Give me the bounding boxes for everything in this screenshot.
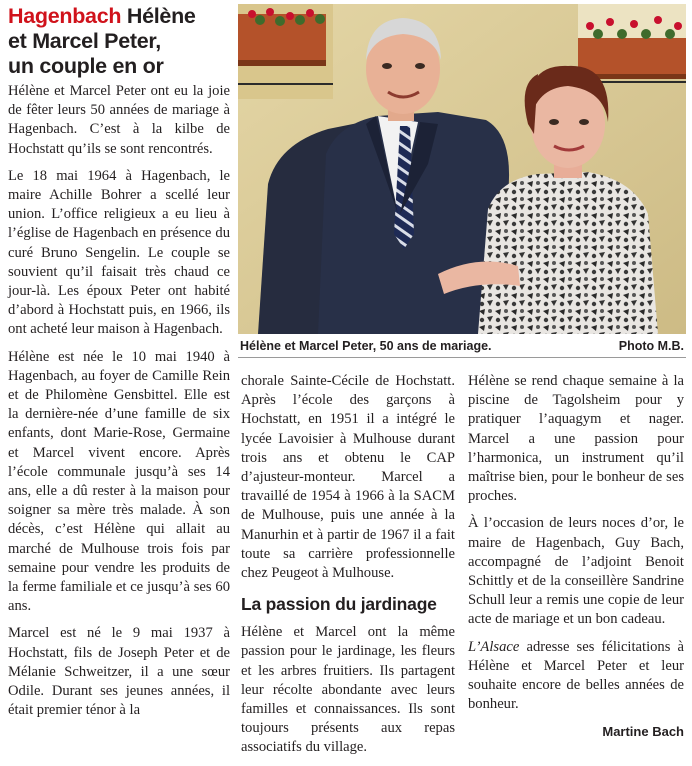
paragraph-wedding: Le 18 mai 1964 à Hagenbach, le maire Achille Bohrer a scellé leur union. L’office religieux a eu lieu à l’église de Hagenbach en présence du curé Bruno Sengelin. Le couple se souvient qu’il faisait très chaud ce jour-là. Les époux Peter ont habité d’abord à Hochstatt puis, en 1966, ils ont acheté leur maison à Hagenbach. (8, 167, 230, 338)
photo-caption: Hélène et Marcel Peter, 50 ans de mariage. (240, 339, 492, 353)
author-byline: Martine Bach (602, 724, 684, 740)
paragraph-marcel: Marcel est né le 9 mai 1937 à Hochstatt, fils de Joseph Peter et de Mélanie Schweitzer, il a une sœur Odile. Durant ses jeunes années, il était premier ténor à la (8, 625, 230, 719)
article-column-1 (8, 82, 230, 729)
section-subhead: La passion du jardinage (241, 594, 437, 615)
headline-title-3: un couple en or (8, 54, 164, 78)
headline-title-2: et Marcel Peter, (8, 29, 161, 53)
article-column-3 (468, 372, 684, 742)
caption-divider (238, 357, 686, 358)
couple-photo (238, 4, 686, 334)
publication-name: L’Alsace (468, 638, 520, 655)
paragraph-ceremony: À l’occasion de leurs noces d’or, le maire de Hagenbach, Guy Bach, accompagné de l’adjoint Benoit Schittly et de la conseillère Sandrine Schull leur a remis une copie de leur acte de mariage et un bon cadeau. (468, 515, 684, 628)
congratulations-text: adresse ses félicitations à Hélène et Marcel Peter et leur souhaite encore de belles années de bonheur. (468, 638, 684, 713)
photo-caption-bar (238, 336, 686, 356)
headline-title-1: Hélène (121, 4, 196, 28)
paragraph-intro: Hélène et Marcel Peter ont eu la joie de fêter leurs 50 années de mariage à Hagenbach. C’est à la kilbe de Hochstatt qu’ils se sont rencontrés. (8, 83, 230, 157)
paragraph-gardening: Hélène et Marcel ont la même passion pour le jardinage, les fleurs et les arbres fruitiers. Ils partagent leur récolte abondante avec leurs familles et connaissances. Ils sont toujours présents aux repas associatifs du village. (241, 624, 455, 756)
paragraph-helene: Hélène est née le 10 mai 1940 à Hagenbach, au foyer de Camille Rein et de Philomène Gensbittel. Elle est la dernière-née d’une famille de six enfants, dont Marie-Rose, Germaine et Marcel vivent encore. Après l’école communale jusqu’à ses 14 ans, elle a dû rester à la maison pour soigner sa mère très malade. À son décès, c’est Hélène qui allait au marché de Mulhouse trois fois par semaine pour vendre les produits de la ferme familiale et ce jusqu’à ses 60 ans. (8, 348, 230, 615)
paragraph-hobbies: Hélène se rend chaque semaine à la piscine de Tagolsheim pour y pratiquer l’aquagym et nager. Marcel a une passion pour l’harmonica, un instrument qu’il maîtrise bien, pour le bonheur de ses proches. (468, 373, 684, 505)
paragraph-congratulations (468, 638, 684, 715)
paragraph-marcel-career: chorale Sainte-Cécile de Hochstatt. Après l’école des garçons à Hochstatt, en 1951 il a intégré le lycée Lavoisier à Mulhouse durant trois ans et obtenu le CAP d’ajusteur-monteur. Marcel a travaillé de 1954 à 1966 à la SACM de Mulhouse, puis une année à la Manurhin et à partir de 1967 il a fait toute sa carrière professionnelle chez Peugeot à Mulhouse. (241, 373, 455, 582)
headline (8, 4, 230, 79)
headline-kicker: Hagenbach (8, 4, 122, 28)
photo-credit: Photo M.B. (618, 339, 684, 353)
article-column-2 (241, 372, 455, 766)
